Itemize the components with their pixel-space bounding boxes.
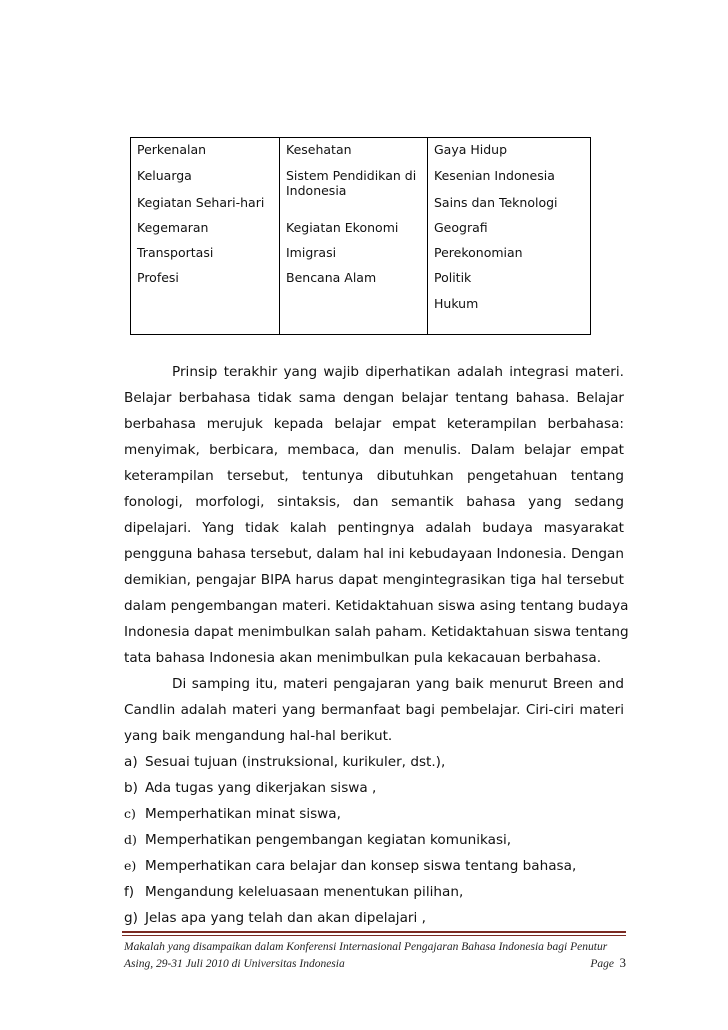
topic-table <box>130 137 591 335</box>
footer-divider-thin <box>122 935 626 936</box>
paragraph-material-criteria <box>124 671 624 749</box>
paragraph-line: menyimak, berbicara, membaca, dan menulis. Dalam belajar empat <box>124 442 624 458</box>
paragraph-line: Prinsip terakhir yang wajib diperhatikan adalah integrasi materi. <box>172 364 624 380</box>
footer-divider <box>122 931 626 933</box>
table-cell: Kesenian Indonesia <box>434 168 555 183</box>
table-cell: Keluarga <box>137 168 192 183</box>
list-marker: b) <box>124 780 138 796</box>
list-marker: f) <box>124 884 135 900</box>
list-item-text: Memperhatikan minat siswa, <box>145 806 341 822</box>
page-number: 3 <box>619 955 626 970</box>
table-cell: Sistem Pendidikan di Indonesia <box>286 168 417 198</box>
paragraph-line: dipelajari. Yang tidak kalah pentingnya adalah budaya masyarakat <box>124 520 624 536</box>
table-cell: Perkenalan <box>137 142 207 157</box>
paragraph-line: keterampilan tersebut, tentunya dibutuhkan pengetahuan tentang <box>124 468 624 484</box>
list-marker: a) <box>124 754 138 770</box>
list-item <box>124 853 624 879</box>
table-cell: Bencana Alam <box>286 270 377 285</box>
paragraph-line: yang baik mengandung hal-hal berikut. <box>124 728 393 744</box>
table-column-2 <box>280 138 428 334</box>
table-cell: Transportasi <box>137 245 214 260</box>
table-cell: Hukum <box>434 296 479 311</box>
table-cell: Profesi <box>137 270 179 285</box>
paragraph-line: dalam pengembangan materi. Ketidaktahuan siswa asing tentang budaya <box>124 598 629 614</box>
table-column-3 <box>428 138 590 334</box>
table-cell: Kegemaran <box>137 220 209 235</box>
table-cell: Kegiatan Sehari-hari <box>137 195 265 210</box>
footer-line: Asing, 29-31 Juli 2010 di Universitas Indonesia <box>124 958 345 970</box>
paragraph-line: tata bahasa Indonesia akan menimbulkan pula kekacauan berbahasa. <box>124 650 602 666</box>
table-cell: Perekonomian <box>434 245 523 260</box>
list-item-text: Sesuai tujuan (instruksional, kurikuler, dst.), <box>145 754 446 770</box>
list-item-text: Mengandung keleluasaan menentukan pilihan, <box>145 884 464 900</box>
list-item-text: Memperhatikan pengembangan kegiatan komunikasi, <box>145 832 512 848</box>
page-footer <box>124 939 626 979</box>
paragraph-line: berbahasa merujuk kepada belajar empat keterampilan berbahasa: <box>124 416 624 432</box>
paragraph-line: Candlin adalah materi yang bermanfaat bagi pembelajar. Ciri-ciri materi <box>124 702 624 718</box>
list-marker: g) <box>124 910 138 926</box>
table-cell: Imigrasi <box>286 245 337 260</box>
list-item <box>124 879 624 905</box>
table-cell: Kegiatan Ekonomi <box>286 220 399 235</box>
paragraph-integration <box>124 359 629 671</box>
paragraph-line: Indonesia dapat menimbulkan salah paham. Ketidaktahuan siswa tentang <box>124 624 629 640</box>
list-item <box>124 801 624 827</box>
list-item <box>124 905 624 931</box>
list-item-text: Ada tugas yang dikerjakan siswa , <box>145 780 377 796</box>
page-label: Page <box>590 958 614 970</box>
table-cell: Geografi <box>434 220 488 235</box>
list-item-text: Memperhatikan cara belajar dan konsep siswa tentang bahasa, <box>145 858 577 874</box>
list-marker: e) <box>124 858 137 873</box>
list-item <box>124 775 624 801</box>
paragraph-line: fonologi, morfologi, sintaksis, dan semantik bahasa yang sedang <box>124 494 624 510</box>
paragraph-line: Belajar berbahasa tidak sama dengan belajar tentang bahasa. Belajar <box>124 390 624 406</box>
paragraph-line: pengguna bahasa tersebut, dalam hal ini kebudayaan Indonesia. Dengan <box>124 546 624 562</box>
table-cell: Sains dan Teknologi <box>434 195 558 210</box>
table-column-1 <box>131 138 280 334</box>
paragraph-line: Di samping itu, materi pengajaran yang baik menurut Breen and <box>172 676 624 692</box>
criteria-list <box>124 749 624 931</box>
list-item <box>124 749 624 775</box>
paragraph-line: demikian, pengajar BIPA harus dapat mengintegrasikan tiga hal tersebut <box>124 572 624 588</box>
list-item-text: Jelas apa yang telah dan akan dipelajari , <box>145 910 426 926</box>
table-cell: Kesehatan <box>286 142 352 157</box>
footer-line: Makalah yang disampaikan dalam Konferensi Internasional Pengajaran Bahasa Indonesia bagi Penutur <box>124 941 608 953</box>
list-marker: d) <box>124 832 137 847</box>
list-marker: c) <box>124 806 136 821</box>
list-item <box>124 827 624 853</box>
table-cell: Politik <box>434 270 472 285</box>
table-cell: Gaya Hidup <box>434 142 508 157</box>
